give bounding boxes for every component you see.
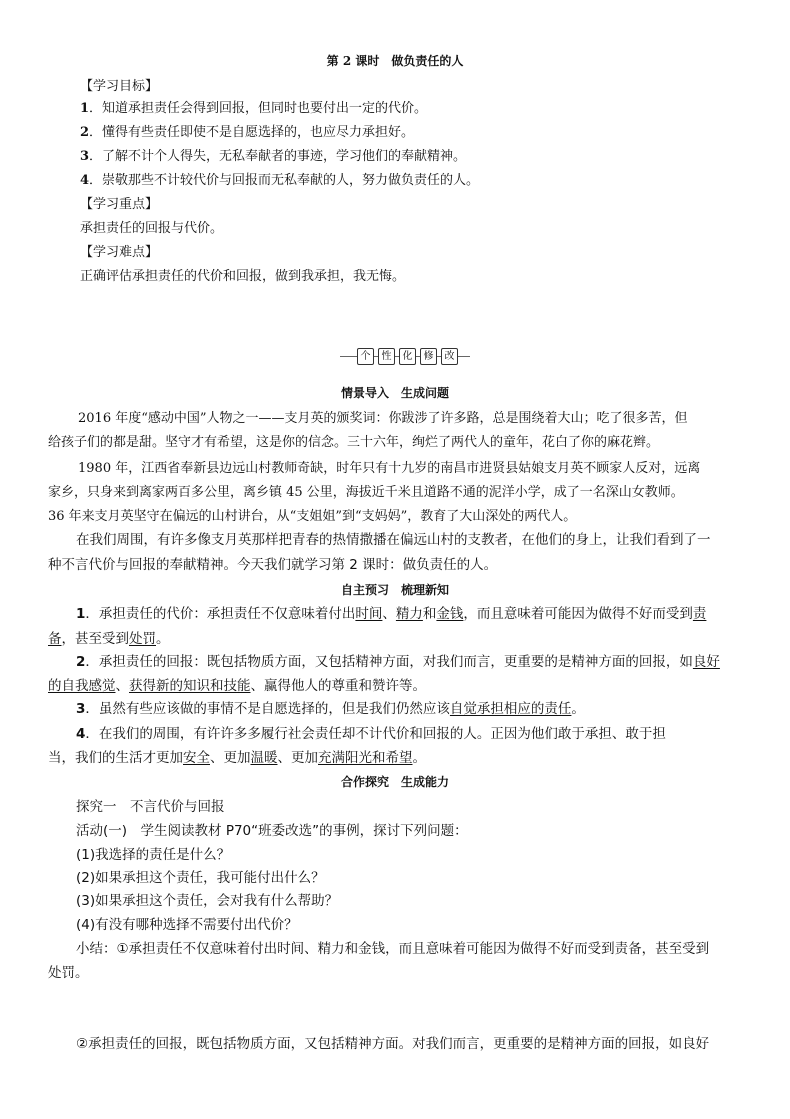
difficulty-header: 【学习难点】	[80, 245, 159, 260]
revision-badge	[357, 348, 458, 365]
point-4: 4．在我们的周围，有许许多多履行社会责任却不计代价和回报的人。正因为他们敢于承担、敢于担	[76, 726, 666, 742]
intro-line: 给孩子们的都是甜。坚守才有希望，这是你的信念。三十六年，绚烂了两代人的童年，花白了你的麻花辫。	[48, 435, 660, 450]
section-title-explore: 合作探究 生成能力	[340, 775, 449, 789]
goal-item: 1．知道承担责任会得到回报，但同时也要付出一定的代价。	[80, 101, 428, 116]
badge-char: 改	[441, 348, 458, 365]
point-1: 1．承担责任的代价：承担责任不仅意味着付出时间、精力和金钱，而且意味着可能因为做得不好而受到责	[76, 606, 707, 622]
key-text: 承担责任的回报与代价。	[80, 221, 224, 236]
summary-line: 小结：①承担责任不仅意味着付出时间、精力和金钱，而且意味着可能因为做得不好而受到责备，甚至受到	[76, 941, 710, 957]
goals-header: 【学习目标】	[80, 79, 159, 94]
point-2-cont: 的自我感觉、获得新的知识和技能、赢得他人的尊重和赞许等。	[48, 678, 426, 694]
point-4-cont: 当，我们的生活才更加安全、更加温暖、更加充满阳光和希望。	[48, 750, 426, 766]
badge-char: 修	[420, 348, 437, 365]
difficulty-text: 正确评估承担责任的代价和回报，做到我承担，我无悔。	[80, 269, 406, 284]
badge-char: 化	[399, 348, 416, 365]
question-item: (3)如果承担这个责任，会对我有什么帮助？	[76, 893, 339, 909]
badge-char: 个	[357, 348, 374, 365]
question-item: (2)如果承担这个责任，我可能付出什么？	[76, 870, 325, 886]
explore-heading: 探究一 不言代价与回报	[76, 799, 225, 815]
goal-item: 2．懂得有些责任即使不是自愿选择的，也应尽力承担好。	[80, 125, 415, 140]
intro-line: 2016 年度“感动中国”人物之一——支月英的颁奖词：你跋涉了许多路，总是围绕着大山；吃了很多苦，但	[78, 411, 688, 426]
section-title-preview: 自主预习 梳理新知	[340, 583, 449, 597]
intro-line: 家乡，只身来到离家两百多公里，离乡镇 45 公里，海拔近千米且道路不通的泥洋小学，成了一名深山女教师。	[48, 485, 684, 500]
goal-item: 4．崇敬那些不计较代价与回报而无私奉献的人，努力做负责任的人。	[80, 173, 480, 188]
section-title-intro: 情景导入 生成问题	[340, 386, 449, 400]
goal-item: 3．了解不计个人得失，无私奉献者的事迹，学习他们的奉献精神。	[80, 149, 467, 164]
point-1-cont: 备，甚至受到处罚。	[48, 631, 170, 647]
question-item: (1)我选择的责任是什么？	[76, 847, 231, 863]
intro-line: 1980 年，江西省奉新县边远山村教师奇缺，时年只有十九岁的南昌市进贤县姑娘支月英不顾家人反对，远离	[78, 461, 701, 476]
summary-line: ②承担责任的回报，既包括物质方面，又包括精神方面。对我们而言，更重要的是精神方面的回报，如良好	[76, 1036, 710, 1052]
point-3: 3．虽然有些应该做的事情不是自愿选择的，但是我们仍然应该自觉承担相应的责任。	[76, 701, 585, 717]
lesson-title: 第 2 课时 做负责任的人	[326, 54, 464, 68]
point-2: 2．承担责任的回报：既包括物质方面，又包括精神方面，对我们而言，更重要的是精神方面的回报，如良好	[76, 654, 720, 670]
intro-line: 36 年来支月英坚守在偏远的山村讲台，从“支姐姐”到“支妈妈”，教育了大山深处的两代人。	[48, 509, 577, 524]
intro-line: 在我们周围，有许多像支月英那样把青春的热情撒播在偏远山村的支教者，在他们的身上，让我们看到了一	[76, 532, 711, 548]
activity-text: 活动(一) 学生阅读教材 P70“班委改选”的事例，探讨下列问题：	[76, 823, 468, 839]
intro-line: 种不言代价与回报的奉献精神。今天我们就学习第 2 课时：做负责任的人。	[48, 557, 498, 573]
question-item: (4)有没有哪种选择不需要付出代价？	[76, 917, 298, 933]
summary-line: 处罚。	[48, 965, 89, 981]
badge-char: 性	[378, 348, 395, 365]
key-header: 【学习重点】	[80, 197, 159, 212]
